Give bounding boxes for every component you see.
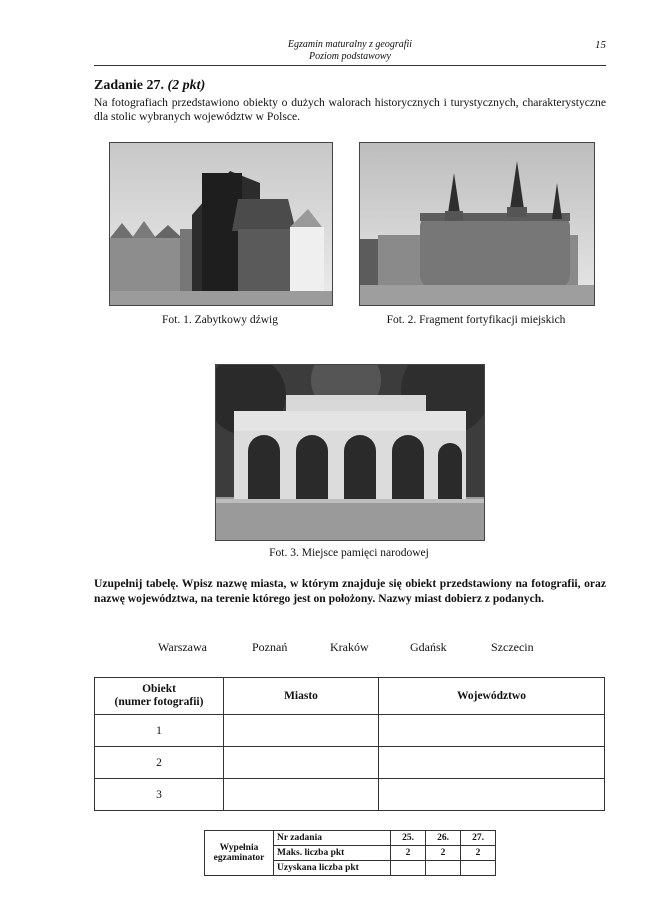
table-row: [95, 779, 605, 811]
city-answer-cell[interactable]: [224, 779, 379, 811]
page-number: 15: [595, 39, 606, 51]
examiner-label: Wypełnia egzaminator: [205, 831, 274, 876]
column-header-city: Miasto: [224, 678, 379, 715]
city-answer-cell[interactable]: [224, 747, 379, 779]
obtained-points-label: Uzyskana liczba pkt: [274, 861, 391, 876]
max-points: 2: [391, 846, 426, 861]
photo-caption-3: Fot. 3. Miejsce pamięci narodowej: [269, 547, 429, 559]
city-answer-cell[interactable]: [224, 715, 379, 747]
city-option: Gdańsk: [410, 640, 447, 654]
voivodeship-answer-cell[interactable]: [379, 779, 605, 811]
task-number-label: Nr zadania: [274, 831, 391, 846]
answer-table-header: [95, 678, 605, 715]
city-option: Warszawa: [158, 640, 208, 654]
task-number: 26.: [426, 831, 461, 846]
examiner-score-table: [204, 830, 496, 876]
column-header-object: Obiekt (numer fotografii): [95, 678, 224, 715]
city-option: Szczecin: [491, 640, 534, 654]
photo-number-cell: 1: [95, 715, 224, 747]
photo-caption-1: Fot. 1. Zabytkowy dźwig: [162, 314, 278, 326]
max-points-label: Maks. liczba pkt: [274, 846, 391, 861]
city-option: Poznań: [252, 640, 288, 654]
voivodeship-answer-cell[interactable]: [379, 747, 605, 779]
task-intro: Na fotografiach przedstawiono obiekty o dużych walorach historycznych i turystycznych, charakterystyczne dla stolic wybranych województw w Polsce.: [94, 96, 606, 123]
task-points: (2 pkt): [167, 78, 206, 93]
page-header: [94, 37, 606, 66]
column-header-voivodeship: Województwo: [379, 678, 605, 715]
photo-fortification: [359, 142, 595, 306]
task-number: 27.: [461, 831, 496, 846]
city-option: Kraków: [330, 640, 369, 654]
voivodeship-answer-cell[interactable]: [379, 715, 605, 747]
exam-title: Egzamin maturalny z geografii Poziom podstawowy: [287, 39, 413, 62]
max-points: 2: [426, 846, 461, 861]
table-row: [95, 715, 605, 747]
table-row: [95, 747, 605, 779]
task-title: Zadanie 27. (2 pkt): [94, 78, 206, 93]
photo-memorial: [215, 364, 485, 541]
task-instruction: Uzupełnij tabelę. Wpisz nazwę miasta, w którym znajduje się obiekt przedstawiony na fotografii, oraz nazwę województwa, na terenie którego jest on położony. Nazwy miast dobierz z podanych.: [94, 577, 606, 605]
task-number: 25.: [391, 831, 426, 846]
answer-table: [94, 677, 605, 811]
obtained-points-cell[interactable]: [426, 861, 461, 876]
obtained-points-cell[interactable]: [391, 861, 426, 876]
photo-number-cell: 2: [95, 747, 224, 779]
photo-caption-2: Fot. 2. Fragment fortyfikacji miejskich: [386, 314, 566, 326]
max-points: 2: [461, 846, 496, 861]
photo-crane: [109, 142, 333, 306]
photo-number-cell: 3: [95, 779, 224, 811]
obtained-points-cell[interactable]: [461, 861, 496, 876]
